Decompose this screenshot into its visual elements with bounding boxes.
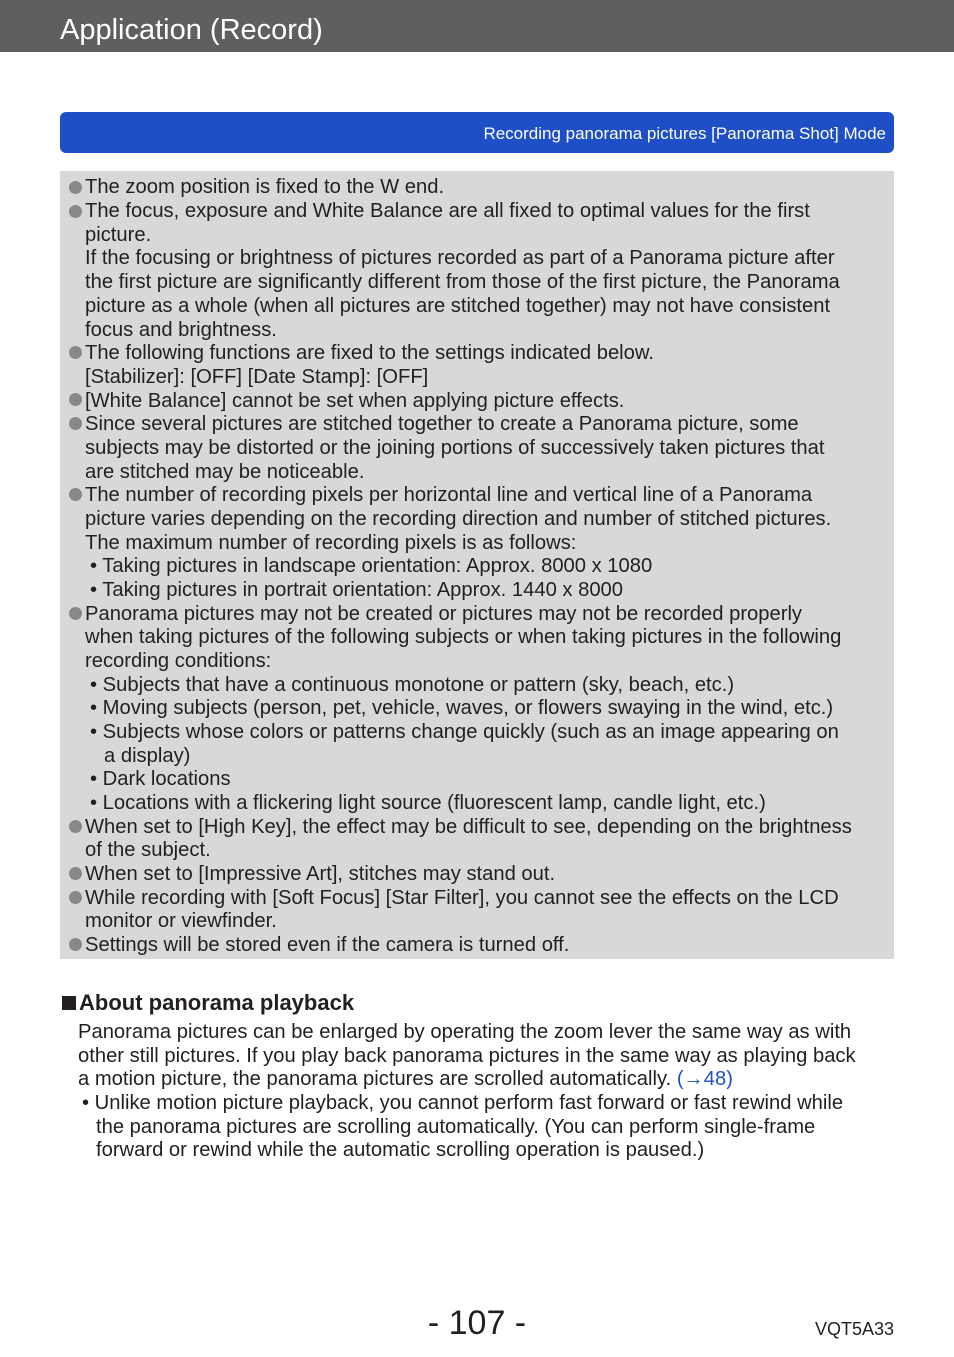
note-line: focus and brightness.	[85, 319, 277, 341]
bullet-icon	[69, 891, 82, 904]
note-line: When set to [Impressive Art], stitches may stand out.	[85, 863, 556, 885]
bullet-icon	[69, 607, 82, 620]
about-paragraph-line: Panorama pictures can be enlarged by operating the zoom lever the same way as with	[78, 1021, 852, 1043]
note-line: The zoom position is fixed to the W end.	[85, 176, 445, 198]
bullet-icon	[69, 181, 82, 194]
note-line: monitor or viewfinder.	[85, 910, 277, 932]
note-line: picture as a whole (when all pictures are stitched together) may not have consistent	[85, 295, 831, 317]
about-paragraph-text: a motion picture, the panorama pictures are scrolled automatically.	[78, 1068, 672, 1090]
about-subitem: the panorama pictures are scrolling automatically. (You can perform single-frame	[96, 1116, 816, 1138]
note-subitem: a display)	[104, 745, 191, 767]
note-line: While recording with [Soft Focus] [Star Filter], you cannot see the effects on the LCD	[85, 887, 839, 909]
page-reference-link[interactable]: (→48)	[676, 1068, 733, 1090]
note-line: The focus, exposure and White Balance are all fixed to optimal values for the first	[85, 200, 810, 222]
note-subitem: • Moving subjects (person, pet, vehicle, waves, or flowers swaying in the wind, etc.)	[90, 697, 834, 719]
notes-box	[60, 171, 894, 959]
note-line: recording conditions:	[85, 650, 272, 672]
square-bullet-icon	[62, 996, 76, 1010]
section-label: Recording panorama pictures [Panorama Shot] Mode	[483, 124, 886, 143]
note-line: picture varies depending on the recording direction and number of stitched pictures.	[85, 508, 832, 530]
note-subitem: • Dark locations	[90, 768, 231, 790]
bullet-icon	[69, 205, 82, 218]
bullet-icon	[69, 346, 82, 359]
note-subitem: • Locations with a flickering light source (fluorescent lamp, candle light, etc.)	[90, 792, 766, 814]
bullet-icon	[69, 393, 82, 406]
note-subitem: • Subjects that have a continuous monotone or pattern (sky, beach, etc.)	[90, 674, 735, 696]
about-paragraph-line: other still pictures. If you play back panorama pictures in the same way as playing back	[78, 1045, 856, 1067]
about-paragraph-line	[78, 1067, 733, 1091]
note-subitem: • Taking pictures in landscape orientation: Approx. 8000 x 1080	[90, 555, 653, 577]
note-line: Panorama pictures may not be created or pictures may not be recorded properly	[85, 603, 803, 625]
note-line: [Stabilizer]: [OFF] [Date Stamp]: [OFF]	[85, 366, 429, 388]
note-line: The number of recording pixels per horizontal line and vertical line of a Panorama	[85, 484, 813, 506]
page-title: Application (Record)	[60, 14, 323, 46]
note-line: If the focusing or brightness of pictures recorded as part of a Panorama picture after	[85, 247, 835, 269]
document-code: VQT5A33	[814, 1319, 894, 1339]
note-line: Settings will be stored even if the camera is turned off.	[85, 934, 570, 956]
header-bar	[0, 0, 954, 52]
bullet-icon	[69, 867, 82, 880]
note-line: the first picture are significantly different from those of the first picture, the Panorama	[85, 271, 840, 293]
bullet-icon	[69, 938, 82, 951]
note-line: are stitched may be noticeable.	[85, 461, 365, 483]
note-line: Since several pictures are stitched together to create a Panorama picture, some	[85, 413, 799, 435]
about-subitem: forward or rewind while the automatic scrolling operation is paused.)	[96, 1139, 705, 1161]
bullet-icon	[69, 488, 82, 501]
note-subitem: • Subjects whose colors or patterns change quickly (such as an image appearing on	[90, 721, 839, 743]
about-heading: About panorama playback	[79, 990, 355, 1015]
note-line: The maximum number of recording pixels is as follows:	[85, 532, 577, 554]
section-bar	[60, 112, 894, 153]
note-line: when taking pictures of the following subjects or when taking pictures in the following	[85, 626, 842, 648]
note-line: When set to [High Key], the effect may be difficult to see, depending on the brightness	[85, 816, 852, 838]
note-subitem: • Taking pictures in portrait orientation: Approx. 1440 x 8000	[90, 579, 624, 601]
note-line: of the subject.	[85, 839, 211, 861]
note-line: subjects may be distorted or the joining portions of successively taken pictures that	[85, 437, 825, 459]
about-subitem: • Unlike motion picture playback, you cannot perform fast forward or fast rewind while	[82, 1092, 844, 1114]
bullet-icon	[69, 417, 82, 430]
note-line: picture.	[85, 224, 152, 246]
bullet-icon	[69, 820, 82, 833]
note-line: [White Balance] cannot be set when applying picture effects.	[85, 390, 625, 412]
note-line: The following functions are fixed to the settings indicated below.	[85, 342, 654, 364]
page-number: - 107 -	[427, 1304, 527, 1342]
